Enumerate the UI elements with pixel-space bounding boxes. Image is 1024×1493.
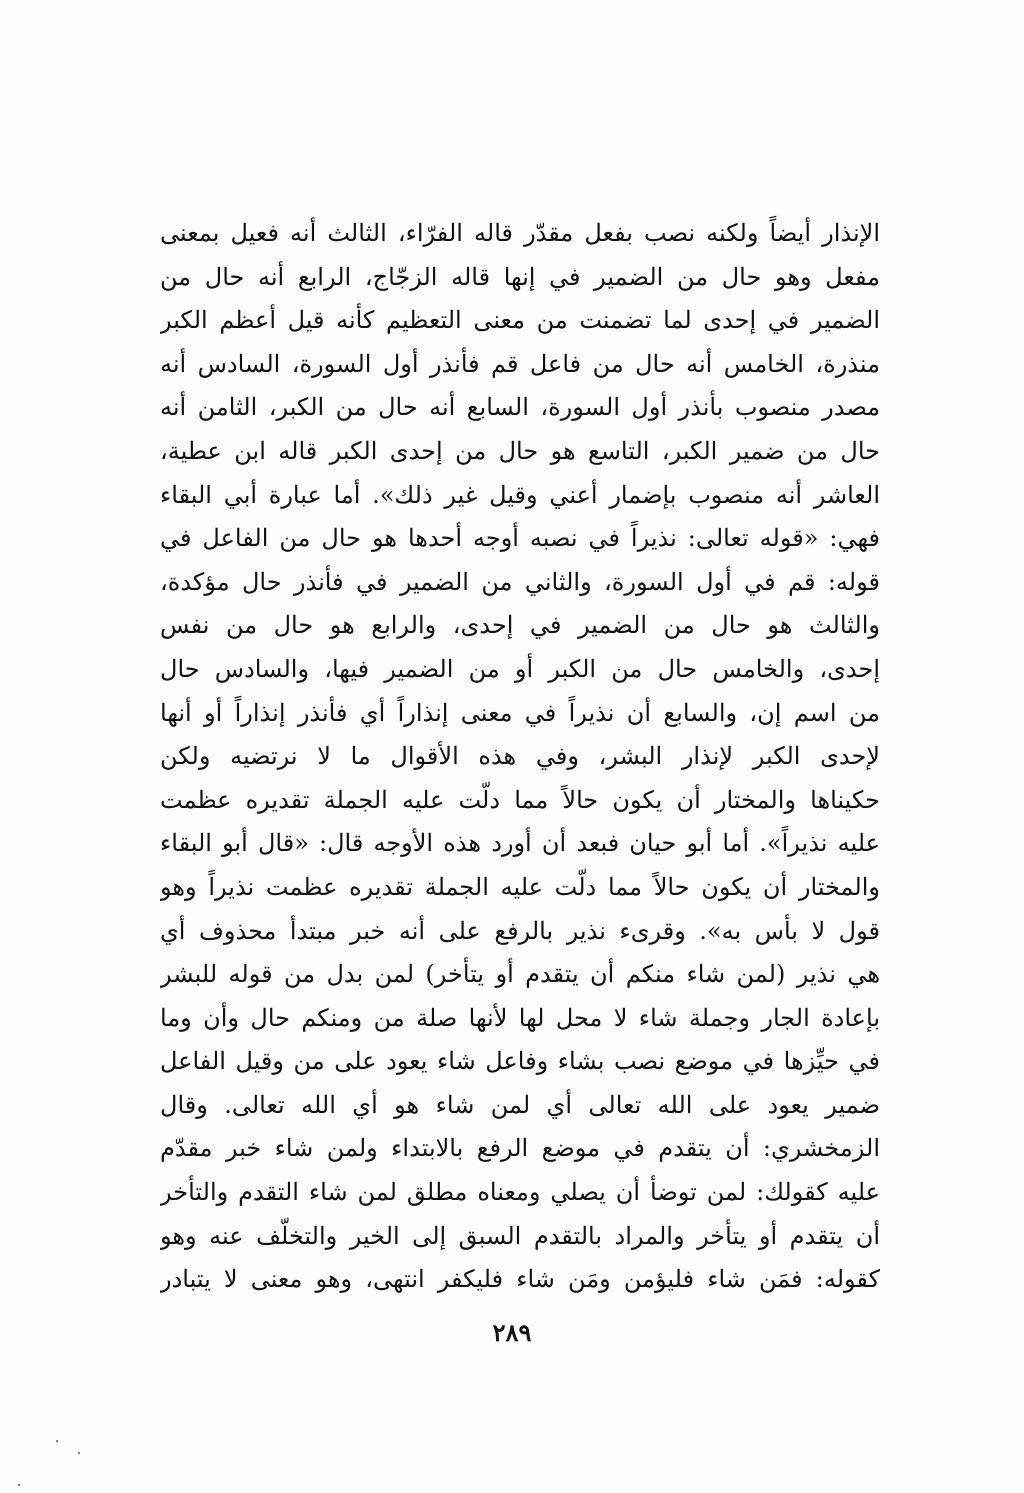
text-line: مصدر منصوب بأنذر أول السورة، السابع أنه حال من الكبر، الثامن أنه [160,393,880,422]
text-line: حال من ضمير الكبر، التاسع هو حال من إحدى الكبر قاله ابن عطية، [160,436,880,465]
scan-speck [56,1440,58,1442]
text-line: هي نذير (لمن شاء منكم أن يتقدم أو يتأخر) لمن بدل من قوله للبشر [160,960,880,989]
text-line: حكيناها والمختار أن يكون حالاً مما دلّت عليه الجملة تقديره عظمت [160,785,880,814]
text-line: لإحدى الكبر لإنذار البشر، وفي هذه الأقوال ما لا نرتضيه ولكن [160,742,880,771]
text-line: من اسم إن، والسابع أن نذيراً في معنى إنذاراً أي فأنذر إنذاراً أو أنها [160,698,880,727]
text-line: كقوله: فمَن شاء فليؤمن ومَن شاء فليكفر انتهى، وهو معنى لا يتبادر [160,1265,880,1294]
scan-speck [18,1484,20,1486]
text-line: الضمير في إحدى لما تضمنت من معنى التعظيم كأنه قيل أعظم الكبر [160,306,880,335]
scan-speck [78,1452,80,1454]
text-line: عليه كقولك: لمن توضأ أن يصلي ومعناه مطلق لمن شاء التقدم والتأخر [160,1178,880,1207]
text-line: أن يتقدم أو يتأخر والمراد بالتقدم السبق إلى الخير والتخلّف عنه وهو [160,1221,880,1250]
text-line: قوله: قم في أول السورة، والثاني من الضمير في فأنذر حال مؤكدة، [160,567,880,596]
text-line: العاشر أنه منصوب بإضمار أعني وقيل غير ذلك». أما عبارة أبي البقاء [160,480,880,509]
text-line: فهي: «قوله تعالى: نذيراً في نصبه أوجه أحدها هو حال من الفاعل في [160,524,880,553]
text-line: عليه نذيراً». أما أبو حيان فبعد أن أورد هذه الأوجه قال: «قال أبو البقاء [160,829,880,858]
text-line: بإعادة الجار وجملة شاء لا محل لها لأنها صلة من ومنكم حال وأن وما [160,1003,880,1032]
text-line: قول لا بأس به». وقرىء نذير بالرفع على أنه خبر مبتدأ محذوف أي [160,916,880,945]
text-line: والثالث هو حال من الضمير في إحدى، والرابع هو حال من نفس [160,611,880,640]
text-line: منذرة، الخامس أنه حال من فاعل قم فأنذر أول السورة، السادس أنه [160,349,880,378]
text-line: والمختار أن يكون حالاً مما دلّت عليه الجملة تقديره عظمت نذيراً وهو [160,872,880,901]
text-line: ضمير يعود على الله تعالى أي لمن شاء هو أي الله تعالى. وقال [160,1090,880,1119]
body-text [160,212,880,1302]
text-line: إحدى، والخامس حال من الكبر أو من الضمير فيها، والسادس حال [160,654,880,683]
text-line: في حيِّزها في موضع نصب بشاء وفاعل شاء يعود على من وقيل الفاعل [160,1047,880,1076]
text-line: مفعل وهو حال من الضمير في إنها قاله الزجّاج، الرابع أنه حال من [160,262,880,291]
text-line: الزمخشري: أن يتقدم في موضع الرفع بالابتداء ولمن شاء خبر مقدّم [160,1134,880,1163]
text-line: الإنذار أيضاً ولكنه نصب بفعل مقدّر قاله الفرّاء، الثالث أنه فعيل بمعنى [160,219,880,247]
page-number: ٢٨٩ [492,1318,532,1347]
